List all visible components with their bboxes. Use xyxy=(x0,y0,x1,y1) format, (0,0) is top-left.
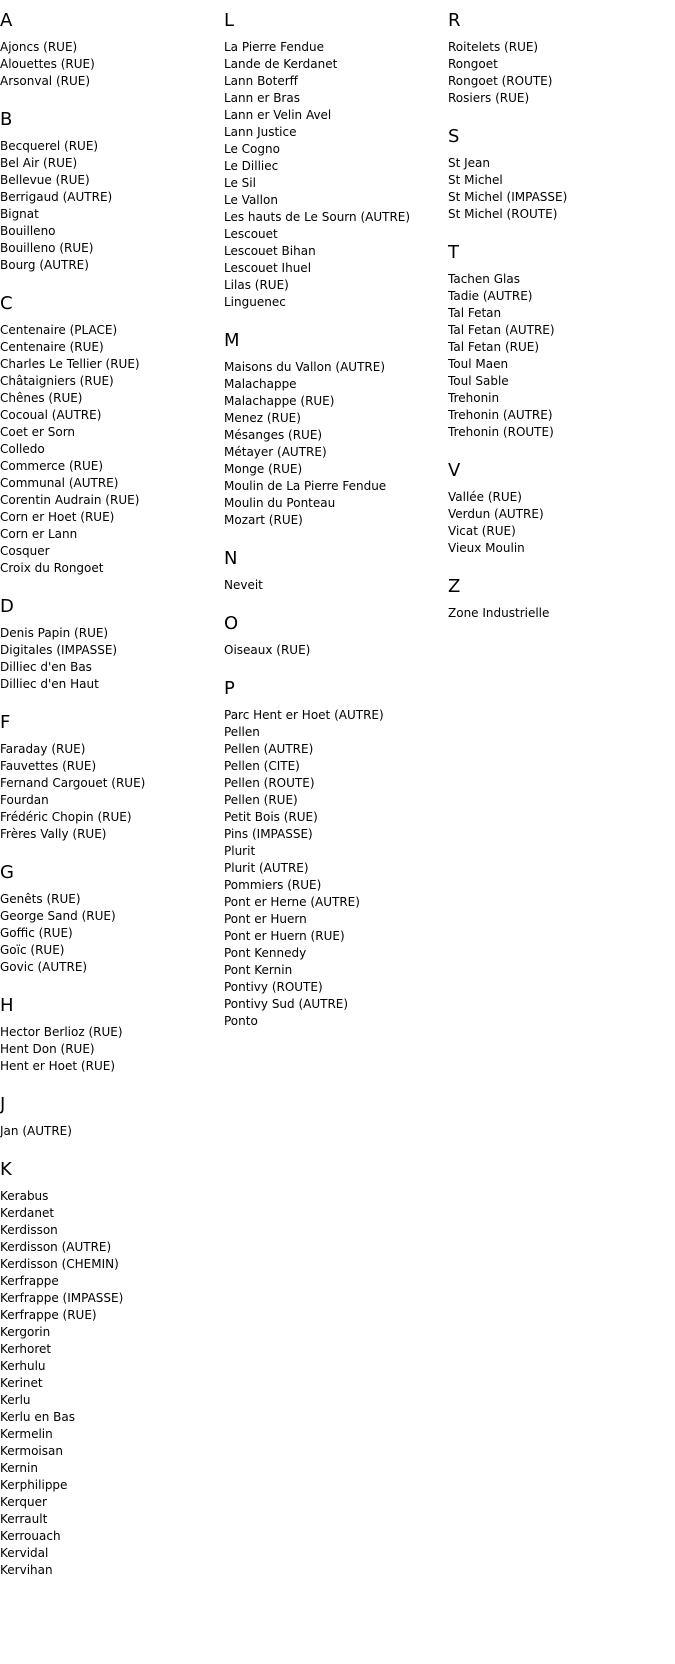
street-name[interactable]: Centenaire (PLACE) xyxy=(0,323,118,337)
street-name[interactable]: Mozart (RUE) xyxy=(224,513,303,527)
street-name[interactable]: Arsonval (RUE) xyxy=(0,74,91,88)
street-name[interactable]: Malachappe (RUE) xyxy=(224,394,335,408)
street-list xyxy=(0,1188,220,1579)
section-letter-heading: L xyxy=(224,10,235,31)
street-name[interactable]: Moulin du Ponteau xyxy=(224,496,336,510)
street-name[interactable]: Lann er Velin Avel xyxy=(224,108,332,122)
street-name[interactable]: Corn er Hoet (RUE) xyxy=(0,510,115,524)
street-name[interactable]: Monge (RUE) xyxy=(224,462,303,476)
street-name[interactable]: Tachen Glas xyxy=(448,272,520,286)
street-name[interactable]: Ajoncs (RUE) xyxy=(0,40,78,54)
street-name[interactable]: Trehonin (AUTRE) xyxy=(448,408,553,422)
street-list xyxy=(0,741,220,843)
street-name[interactable]: Genêts (RUE) xyxy=(0,892,81,906)
street-list xyxy=(448,155,668,223)
street-name[interactable]: Pont er Huern xyxy=(224,912,307,926)
street-name[interactable]: Kerrault xyxy=(0,1512,48,1526)
street-name[interactable]: Malachappe xyxy=(224,377,297,391)
street-name[interactable]: Maisons du Vallon (AUTRE) xyxy=(224,360,386,374)
street-name[interactable]: Kerlu en Bas xyxy=(0,1410,75,1424)
street-name[interactable]: Lilas (RUE) xyxy=(224,278,289,292)
street-name[interactable]: Coet er Sorn xyxy=(0,425,76,439)
section-letter-heading: K xyxy=(0,1159,12,1180)
street-name[interactable]: Chênes (RUE) xyxy=(0,391,83,405)
street-name[interactable]: Neveit xyxy=(224,578,263,592)
section-letter-heading: T xyxy=(448,242,459,263)
street-name[interactable]: Croix du Rongoet xyxy=(0,561,104,575)
street-name[interactable]: Tal Fetan (RUE) xyxy=(448,340,540,354)
street-name[interactable]: Becquerel (RUE) xyxy=(0,139,99,153)
street-name[interactable]: Pellen (ROUTE) xyxy=(224,776,315,790)
street-name[interactable]: St Jean xyxy=(448,156,491,170)
street-name[interactable]: Kerlu xyxy=(0,1393,31,1407)
letter-section-z xyxy=(448,576,668,622)
street-name[interactable]: Digitales (IMPASSE) xyxy=(0,643,118,657)
street-name[interactable]: Pontivy Sud (AUTRE) xyxy=(224,997,349,1011)
street-name[interactable]: Pellen (AUTRE) xyxy=(224,742,314,756)
letter-section-f xyxy=(0,712,220,843)
letter-section-o xyxy=(224,613,444,659)
street-list xyxy=(224,642,444,659)
street-name[interactable]: Bourg (AUTRE) xyxy=(0,258,89,272)
letter-section-k xyxy=(0,1159,220,1579)
street-name[interactable]: Fauvettes (RUE) xyxy=(0,759,97,773)
street-name[interactable]: Pontivy (ROUTE) xyxy=(224,980,323,994)
street-name[interactable]: Kermoisan xyxy=(0,1444,63,1458)
street-name[interactable]: Zone Industrielle xyxy=(448,606,550,620)
letter-section-m xyxy=(224,330,444,529)
street-name[interactable]: Jan (AUTRE) xyxy=(0,1124,72,1138)
street-name[interactable]: Pellen (CITE) xyxy=(224,759,300,773)
street-index-column-3 xyxy=(448,0,668,622)
letter-section-a xyxy=(0,10,220,90)
street-name[interactable]: Parc Hent er Hoet (AUTRE) xyxy=(224,708,384,722)
street-name[interactable]: Goffic (RUE) xyxy=(0,926,73,940)
street-name[interactable]: Kervidal xyxy=(0,1546,49,1560)
street-list xyxy=(0,625,220,693)
street-name[interactable]: Fourdan xyxy=(0,793,49,807)
street-list xyxy=(0,1024,220,1075)
street-name[interactable]: Kerrouach xyxy=(0,1529,61,1543)
street-name[interactable]: Communal (AUTRE) xyxy=(0,476,119,490)
street-name[interactable]: George Sand (RUE) xyxy=(0,909,116,923)
street-name[interactable]: Rongoet (ROUTE) xyxy=(448,74,553,88)
street-name[interactable]: Mésanges (RUE) xyxy=(224,428,323,442)
street-name[interactable]: Rongoet xyxy=(448,57,498,71)
street-name[interactable]: Denis Papin (RUE) xyxy=(0,626,109,640)
street-list xyxy=(0,891,220,976)
letter-section-d xyxy=(0,596,220,693)
letter-section-l xyxy=(224,10,444,311)
street-name[interactable]: Toul Maen xyxy=(448,357,509,371)
street-name[interactable]: Govic (AUTRE) xyxy=(0,960,88,974)
street-name[interactable]: Hector Berlioz (RUE) xyxy=(0,1025,123,1039)
street-name[interactable]: Le Dilliec xyxy=(224,159,279,173)
street-name[interactable]: Alouettes (RUE) xyxy=(0,57,95,71)
street-list xyxy=(224,39,444,311)
section-letter-heading: H xyxy=(0,995,14,1016)
street-name[interactable]: Pont er Huern (RUE) xyxy=(224,929,345,943)
street-name[interactable]: Plurit xyxy=(224,844,256,858)
letter-section-t xyxy=(448,242,668,441)
street-name[interactable]: Kerphilippe xyxy=(0,1478,68,1492)
section-letter-heading: B xyxy=(0,109,13,130)
section-letter-heading: A xyxy=(0,10,13,31)
street-name[interactable]: Bouilleno xyxy=(0,224,56,238)
street-name[interactable]: St Michel xyxy=(448,173,503,187)
section-letter-heading: J xyxy=(0,1094,6,1115)
street-list xyxy=(448,605,668,622)
street-name[interactable]: Le Cogno xyxy=(224,142,280,156)
street-name[interactable]: Le Sil xyxy=(224,176,256,190)
street-name[interactable]: Centenaire (RUE) xyxy=(0,340,104,354)
street-name[interactable]: Frédéric Chopin (RUE) xyxy=(0,810,132,824)
street-name[interactable]: Menez (RUE) xyxy=(224,411,301,425)
street-name[interactable]: Lescouet Bihan xyxy=(224,244,316,258)
street-name[interactable]: Colledo xyxy=(0,442,45,456)
street-index-column-2 xyxy=(224,0,444,1030)
section-letter-heading: O xyxy=(224,613,239,634)
street-name[interactable]: Vallée (RUE) xyxy=(448,490,522,504)
street-index-column-1 xyxy=(0,0,220,1579)
street-name[interactable]: Métayer (AUTRE) xyxy=(224,445,327,459)
street-name[interactable]: Oiseaux (RUE) xyxy=(224,643,311,657)
letter-section-j xyxy=(0,1094,220,1140)
street-name[interactable]: Verdun (AUTRE) xyxy=(448,507,544,521)
street-list xyxy=(0,322,220,577)
street-name[interactable]: St Michel (ROUTE) xyxy=(448,207,558,221)
street-list xyxy=(224,707,444,1030)
street-list xyxy=(448,271,668,441)
street-list xyxy=(0,138,220,274)
street-name[interactable]: Kerabus xyxy=(0,1189,49,1203)
street-name[interactable]: Trehonin xyxy=(448,391,500,405)
street-name[interactable]: Rosiers (RUE) xyxy=(448,91,530,105)
letter-section-v xyxy=(448,460,668,557)
street-name[interactable]: Kerdisson (AUTRE) xyxy=(0,1240,112,1254)
street-name[interactable]: St Michel (IMPASSE) xyxy=(448,190,568,204)
letter-section-h xyxy=(0,995,220,1075)
street-name[interactable]: Pins (IMPASSE) xyxy=(224,827,313,841)
street-name[interactable]: Lann Justice xyxy=(224,125,297,139)
street-name[interactable]: Lande de Kerdanet xyxy=(224,57,338,71)
street-name[interactable]: Plurit (AUTRE) xyxy=(224,861,309,875)
street-name[interactable]: La Pierre Fendue xyxy=(224,40,324,54)
letter-section-g xyxy=(0,862,220,976)
street-name[interactable]: Dilliec d'en Haut xyxy=(0,677,99,691)
street-name[interactable]: Hent Don (RUE) xyxy=(0,1042,95,1056)
letter-section-c xyxy=(0,293,220,577)
section-letter-heading: C xyxy=(0,293,13,314)
street-name[interactable]: Pont Kennedy xyxy=(224,946,307,960)
street-name[interactable]: Kerhulu xyxy=(0,1359,46,1373)
street-name[interactable]: Commerce (RUE) xyxy=(0,459,104,473)
street-name[interactable]: Moulin de La Pierre Fendue xyxy=(224,479,387,493)
street-name[interactable]: Goïc (RUE) xyxy=(0,943,65,957)
letter-section-r xyxy=(448,10,668,107)
street-name[interactable]: Fernand Cargouet (RUE) xyxy=(0,776,146,790)
street-name[interactable]: Kerinet xyxy=(0,1376,43,1390)
street-name[interactable]: Tal Fetan (AUTRE) xyxy=(448,323,555,337)
street-name[interactable]: Corn er Lann xyxy=(0,527,78,541)
street-name[interactable]: Kermelin xyxy=(0,1427,53,1441)
street-name[interactable]: Lescouet xyxy=(224,227,278,241)
section-letter-heading: D xyxy=(0,596,14,617)
street-name[interactable]: Kerdanet xyxy=(0,1206,55,1220)
street-name[interactable]: Tal Fetan xyxy=(448,306,502,320)
street-name[interactable]: Kerhoret xyxy=(0,1342,52,1356)
street-name[interactable]: Frères Vally (RUE) xyxy=(0,827,107,841)
street-name[interactable]: Charles Le Tellier (RUE) xyxy=(0,357,140,371)
street-name[interactable]: Ponto xyxy=(224,1014,258,1028)
section-letter-heading: S xyxy=(448,126,460,147)
section-letter-heading: Z xyxy=(448,576,461,597)
street-name[interactable]: Tadie (AUTRE) xyxy=(448,289,533,303)
street-name[interactable]: Lescouet Ihuel xyxy=(224,261,312,275)
letter-section-s xyxy=(448,126,668,223)
street-list xyxy=(0,39,220,90)
section-letter-heading: V xyxy=(448,460,461,481)
street-name[interactable]: Kerfrappe xyxy=(0,1274,59,1288)
section-letter-heading: M xyxy=(224,330,240,351)
street-name[interactable]: Kervihan xyxy=(0,1563,53,1577)
street-name[interactable]: Vieux Moulin xyxy=(448,541,525,555)
street-name[interactable]: Lann Boterff xyxy=(224,74,298,88)
street-name[interactable]: Linguenec xyxy=(224,295,286,309)
street-name[interactable]: Pellen xyxy=(224,725,260,739)
street-name[interactable]: Trehonin (ROUTE) xyxy=(448,425,554,439)
street-name[interactable]: Pommiers (RUE) xyxy=(224,878,322,892)
letter-section-p xyxy=(224,678,444,1030)
street-name[interactable]: Bouilleno (RUE) xyxy=(0,241,94,255)
street-name[interactable]: Petit Bois (RUE) xyxy=(224,810,318,824)
street-name[interactable]: Dilliec d'en Bas xyxy=(0,660,92,674)
street-name[interactable]: Lann er Bras xyxy=(224,91,300,105)
street-name[interactable]: Roitelets (RUE) xyxy=(448,40,539,54)
street-name[interactable]: Toul Sable xyxy=(448,374,509,388)
street-list xyxy=(448,39,668,107)
street-name[interactable]: Berrigaud (AUTRE) xyxy=(0,190,113,204)
street-name[interactable]: Bel Air (RUE) xyxy=(0,156,78,170)
street-name[interactable]: Corentin Audrain (RUE) xyxy=(0,493,140,507)
street-name[interactable]: Pont Kernin xyxy=(224,963,293,977)
street-name[interactable]: Cocoual (AUTRE) xyxy=(0,408,102,422)
street-name[interactable]: Kerfrappe (IMPASSE) xyxy=(0,1291,124,1305)
street-name[interactable]: Bellevue (RUE) xyxy=(0,173,90,187)
section-letter-heading: P xyxy=(224,678,235,699)
street-name[interactable]: Bignat xyxy=(0,207,39,221)
street-name[interactable]: Le Vallon xyxy=(224,193,278,207)
street-name[interactable]: Kergorin xyxy=(0,1325,51,1339)
street-name[interactable]: Kernin xyxy=(0,1461,38,1475)
street-list xyxy=(0,1123,220,1140)
section-letter-heading: N xyxy=(224,548,238,569)
letter-section-n xyxy=(224,548,444,594)
street-name[interactable]: Hent er Hoet (RUE) xyxy=(0,1059,115,1073)
street-name[interactable]: Châtaigniers (RUE) xyxy=(0,374,114,388)
street-list xyxy=(224,577,444,594)
street-list xyxy=(224,359,444,529)
section-letter-heading: G xyxy=(0,862,14,883)
street-name[interactable]: Pellen (RUE) xyxy=(224,793,298,807)
street-name[interactable]: Vicat (RUE) xyxy=(448,524,516,538)
street-name[interactable]: Les hauts de Le Sourn (AUTRE) xyxy=(224,210,411,224)
street-name[interactable]: Kerdisson (CHEMIN) xyxy=(0,1257,119,1271)
street-name[interactable]: Kerfrappe (RUE) xyxy=(0,1308,97,1322)
street-name[interactable]: Pont er Herne (AUTRE) xyxy=(224,895,360,909)
street-name[interactable]: Kerquer xyxy=(0,1495,47,1509)
section-letter-heading: F xyxy=(0,712,11,733)
street-name[interactable]: Kerdisson xyxy=(0,1223,58,1237)
letter-section-b xyxy=(0,109,220,274)
street-name[interactable]: Cosquer xyxy=(0,544,50,558)
street-name[interactable]: Faraday (RUE) xyxy=(0,742,86,756)
street-list xyxy=(448,489,668,557)
section-letter-heading: R xyxy=(448,10,461,31)
